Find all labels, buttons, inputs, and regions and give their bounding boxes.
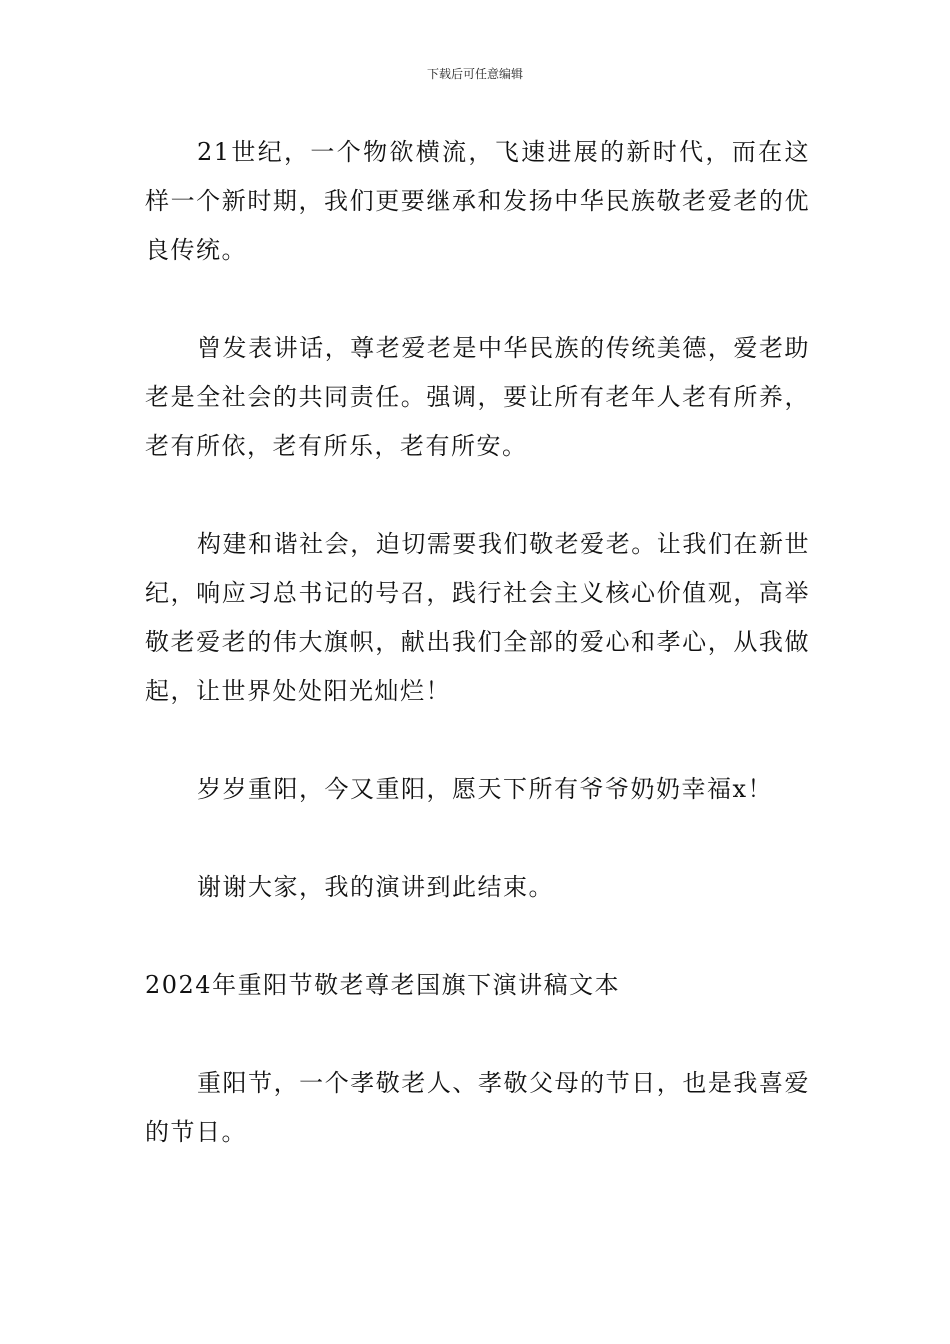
paragraph-speech: 曾发表讲话，尊老爱老是中华民族的传统美德，爱老助老是全社会的共同责任。强调，要让所有老年人老有所养，老有所依，老有所乐，老有所安。 (145, 334, 810, 460)
paragraph-thanks: 谢谢大家，我的演讲到此结束。 (197, 873, 554, 901)
paragraph-21st-century: 21世纪，一个物欲横流，飞速进展的新时代，而在这样一个新时期，我们更要继承和发扬中华民族敬老爱老的优良传统。 (145, 138, 810, 264)
section-title: 2024年重阳节敬老尊老国旗下演讲稿文本 (145, 971, 621, 999)
page-header: 下载后可任意编辑 (426, 67, 523, 81)
paragraph-chongyang-wish: 岁岁重阳，今又重阳，愿天下所有爷爷奶奶幸福x！ (197, 775, 774, 803)
paragraph-chongyang-festival: 重阳节，一个孝敬老人、孝敬父母的节日，也是我喜爱的节日。 (145, 1069, 810, 1146)
document-body (145, 128, 810, 1206)
paragraph-harmonious-society: 构建和谐社会，迫切需要我们敬老爱老。让我们在新世纪，响应习总书记的号召，践行社会主义核心价值观，高举敬老爱老的伟大旗帜，献出我们全部的爱心和孝心，从我做起，让世界处处阳光灿烂！ (145, 530, 810, 705)
